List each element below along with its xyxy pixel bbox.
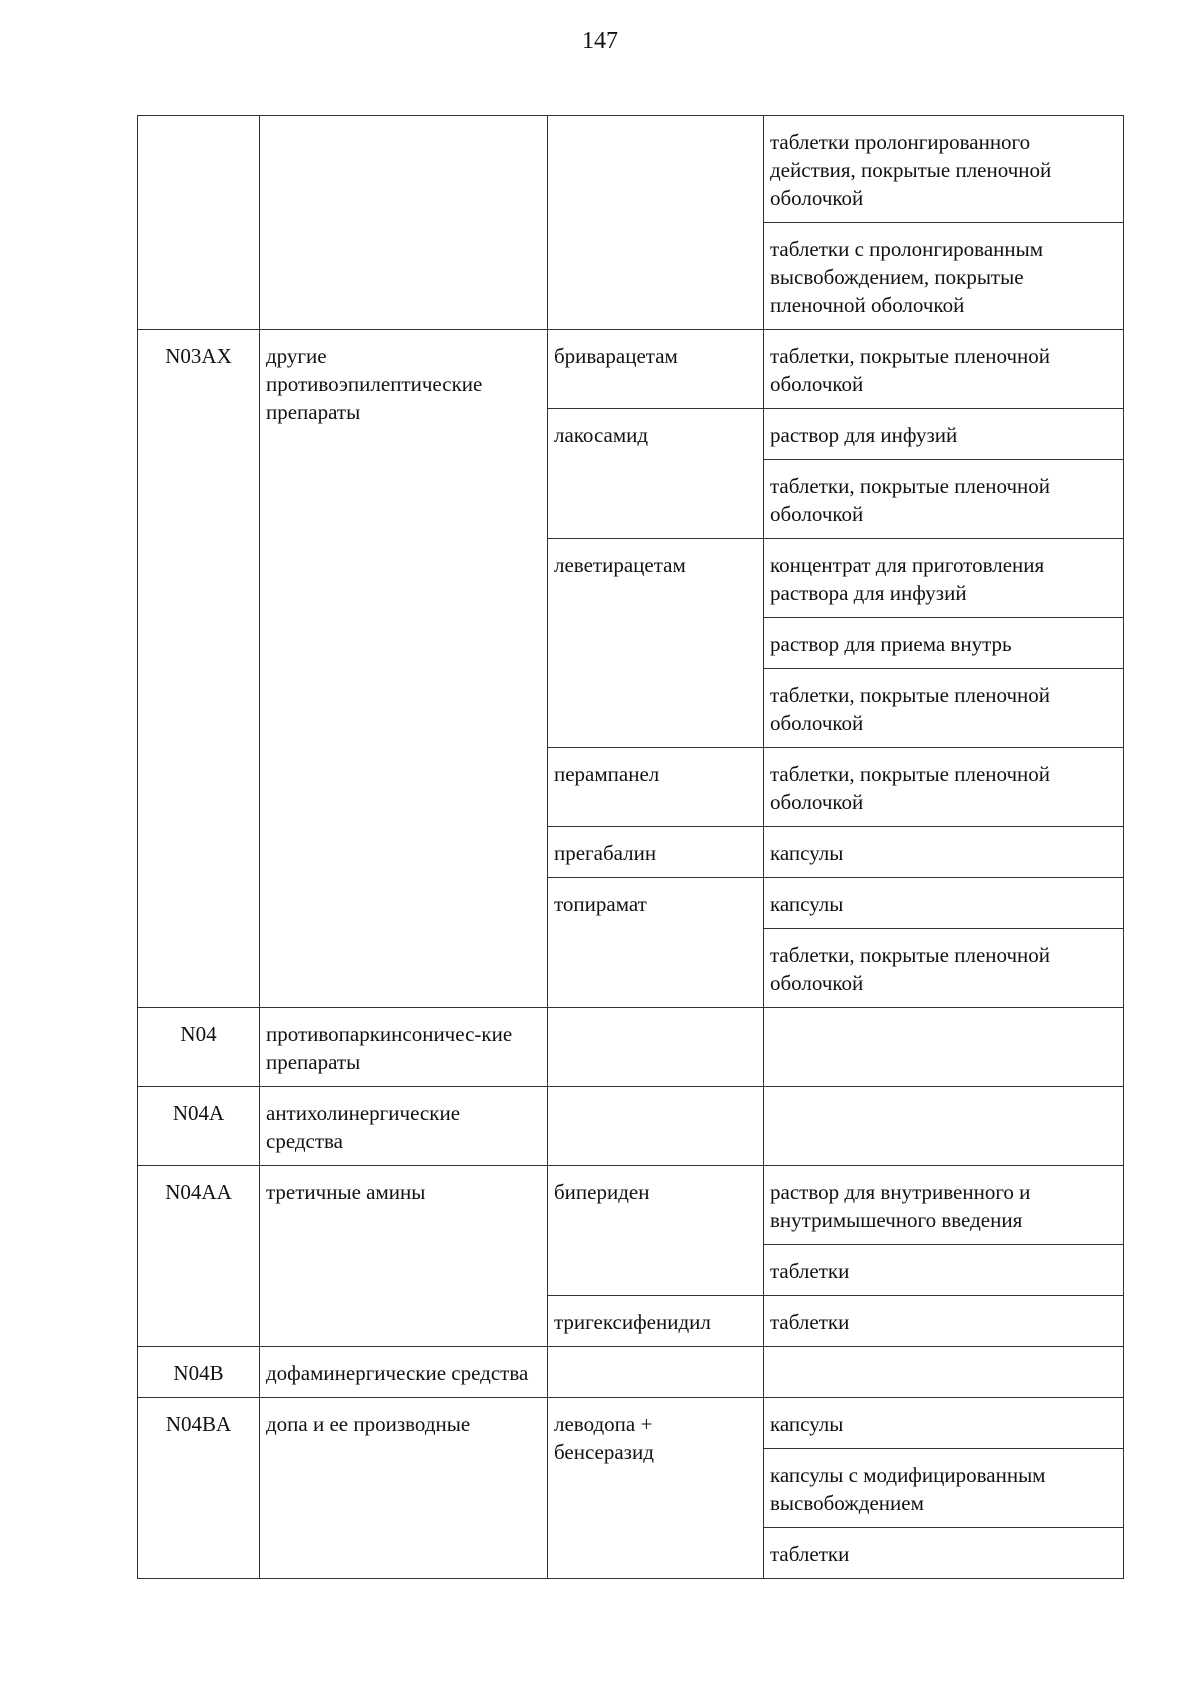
dosage-form: таблетки, покрытые пленочной оболочкой [764, 669, 1124, 748]
anatomic-group: противопаркинсоничес-кие препараты [260, 1008, 548, 1087]
drug-name [548, 1008, 764, 1087]
anatomic-group: антихолинергические средства [260, 1087, 548, 1166]
drug-table [137, 115, 1124, 1579]
anatomic-group: третичные амины [260, 1166, 548, 1347]
dosage-form: капсулы [764, 1398, 1124, 1449]
dosage-form [764, 1087, 1124, 1166]
dosage-form: таблетки, покрытые пленочной оболочкой [764, 330, 1124, 409]
dosage-form: раствор для инфузий [764, 409, 1124, 460]
drug-name: леводопа + бенсеразид [548, 1398, 764, 1579]
table-row [138, 1347, 1124, 1398]
table-row [138, 1166, 1124, 1245]
dosage-form: таблетки, покрытые пленочной оболочкой [764, 929, 1124, 1008]
dosage-form: капсулы с модифицированным высвобождением [764, 1449, 1124, 1528]
dosage-form: раствор для приема внутрь [764, 618, 1124, 669]
dosage-form: капсулы [764, 878, 1124, 929]
atc-code: N04AA [138, 1166, 260, 1347]
atc-code [138, 116, 260, 330]
atc-code: N04 [138, 1008, 260, 1087]
dosage-form [764, 1347, 1124, 1398]
anatomic-group: другие противоэпилептические препараты [260, 330, 548, 1008]
dosage-form [764, 1008, 1124, 1087]
dosage-form: таблетки, покрытые пленочной оболочкой [764, 748, 1124, 827]
dosage-form: капсулы [764, 827, 1124, 878]
drug-name: лакосамид [548, 409, 764, 539]
drug-name [548, 1347, 764, 1398]
atc-code: N03AX [138, 330, 260, 1008]
table-row [138, 330, 1124, 409]
drug-name [548, 116, 764, 330]
atc-code: N04BA [138, 1398, 260, 1579]
dosage-form: раствор для внутривенного и внутримышечного введения [764, 1166, 1124, 1245]
anatomic-group: дофаминергические средства [260, 1347, 548, 1398]
table-body [138, 116, 1124, 1579]
drug-name: перампанел [548, 748, 764, 827]
dosage-form: таблетки [764, 1296, 1124, 1347]
dosage-form: таблетки [764, 1245, 1124, 1296]
drug-name: бипериден [548, 1166, 764, 1296]
drug-name: бриварацетам [548, 330, 764, 409]
page-number: 147 [582, 28, 618, 54]
anatomic-group [260, 116, 548, 330]
anatomic-group: допа и ее производные [260, 1398, 548, 1579]
dosage-form: таблетки, покрытые пленочной оболочкой [764, 460, 1124, 539]
atc-code: N04B [138, 1347, 260, 1398]
table-row [138, 1008, 1124, 1087]
drug-name: прегабалин [548, 827, 764, 878]
dosage-form: таблетки [764, 1528, 1124, 1579]
atc-code: N04A [138, 1087, 260, 1166]
dosage-form: концентрат для приготовления раствора для инфузий [764, 539, 1124, 618]
table-row [138, 1398, 1124, 1449]
drug-name [548, 1087, 764, 1166]
dosage-form: таблетки пролонгированного действия, покрытые пленочной оболочкой [764, 116, 1124, 223]
table-row [138, 116, 1124, 223]
drug-name: леветирацетам [548, 539, 764, 748]
dosage-form: таблетки с пролонгированным высвобождением, покрытые пленочной оболочкой [764, 223, 1124, 330]
drug-name: топирамат [548, 878, 764, 1008]
drug-name: тригексифенидил [548, 1296, 764, 1347]
table-row [138, 1087, 1124, 1166]
